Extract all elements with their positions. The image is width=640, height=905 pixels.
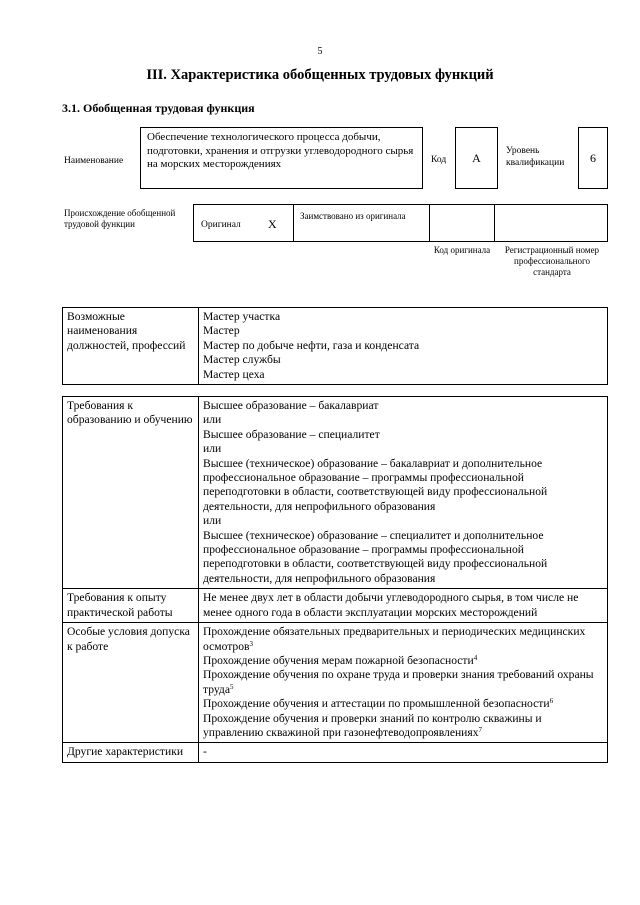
- education-value: [199, 397, 608, 589]
- education-line: или: [203, 442, 222, 456]
- condition-item: Прохождение обучения и проверки знаний по контролю скважины и управлению скважиной при газонефтеводопроявлениях$^7$: [203, 711, 542, 739]
- footnote-ref: 6: [549, 697, 554, 706]
- position-item: Мастер по добыче нефти, газа и конденсата: [203, 338, 420, 352]
- condition-item: Прохождение обязательных предварительных и периодических медицинских осмотров$^3$: [203, 625, 586, 653]
- code-value: А: [472, 151, 481, 165]
- position-item: Мастер участка: [203, 310, 281, 323]
- page-number: 5: [317, 46, 323, 57]
- name-label: Наименование: [64, 156, 124, 166]
- other-label: Другие характеристики: [63, 743, 199, 762]
- original-label: Оригинал: [201, 220, 241, 230]
- origin-table: [193, 204, 608, 242]
- footnote-ref: 5: [229, 682, 234, 691]
- position-item: Мастер цеха: [203, 367, 265, 381]
- section-title: III. Характеристика обобщенных трудовых функций: [146, 67, 494, 83]
- education-line: или: [203, 514, 222, 528]
- positions-list: [199, 308, 608, 385]
- function-name-box: [140, 127, 423, 189]
- borrowed-label: Заимствовано из оригинала: [300, 211, 406, 221]
- requirement-row-conditions: [63, 623, 608, 743]
- other-value: -: [199, 743, 608, 762]
- positions-label: Возможные наименования должностей, профессий: [63, 308, 199, 385]
- footnote-ref: 3: [249, 639, 253, 648]
- positions-table: [62, 307, 608, 385]
- conditions-value: [199, 623, 608, 743]
- code-label: Код: [431, 155, 447, 165]
- experience-value: Не менее двух лет в области добычи углеводородного сырья, в том числе не менее одного года в области эксплуатации морских месторождений: [199, 589, 608, 623]
- education-line: Высшее (техническое) образование – специалитет и дополнительное профессиональное образование – программы профессиональной переподготовки в области, соответствующей виду профессиональной деятельности, для непрофильного образования: [203, 528, 548, 585]
- position-item: Мастер: [203, 324, 240, 338]
- requirement-row-experience: [63, 589, 608, 623]
- conditions-label: Особые условия допуска к работе: [63, 623, 199, 743]
- condition-item: Прохождение обучения мерам пожарной безопасности$^4$: [203, 653, 478, 667]
- education-label: Требования к образованию и обучению: [63, 397, 199, 589]
- requirements-table: [62, 396, 608, 763]
- education-line: или: [203, 413, 222, 427]
- code-value-box: [455, 127, 498, 189]
- education-line: Высшее (техническое) образование – бакалавриат и дополнительное профессиональное образование – программы профессиональной переподготовки в области, соответствующей виду профессиональной деятельности, для непрофильного образования: [203, 456, 548, 513]
- condition-item: Прохождение обучения и аттестации по промышленной безопасности$^6$: [203, 697, 554, 711]
- subsection-title: 3.1. Обобщенная трудовая функция: [62, 101, 255, 115]
- reg-number-caption: Регистрационный номер профессионального стандарта: [504, 245, 600, 277]
- footnote-ref: 7: [478, 725, 483, 734]
- condition-item: Прохождение обучения по охране труда и проверки знания требований охраны труда$^5$: [203, 668, 594, 696]
- requirement-row-other: [63, 743, 608, 762]
- requirement-row-education: [63, 397, 608, 589]
- level-value-box: [578, 127, 608, 189]
- position-item: Мастер службы: [203, 353, 281, 367]
- level-label: Уровень квалификации: [506, 146, 565, 168]
- function-name-value: Обеспечение технологического процесса добычи, подготовки, хранения и отгрузки углеводородного сырья на морских месторождениях: [147, 131, 414, 170]
- original-code-caption: Код оригинала: [433, 245, 491, 255]
- education-line: Высшее образование – специалитет: [203, 427, 380, 441]
- education-line: Высшее образование – бакалавриат: [203, 399, 379, 412]
- experience-label: Требования к опыту практической работы: [63, 589, 199, 623]
- original-mark: Х: [268, 217, 277, 231]
- footnote-ref: 4: [473, 653, 478, 662]
- origin-label: Происхождение обобщенной трудовой функции: [64, 208, 176, 229]
- level-value: 6: [590, 151, 596, 165]
